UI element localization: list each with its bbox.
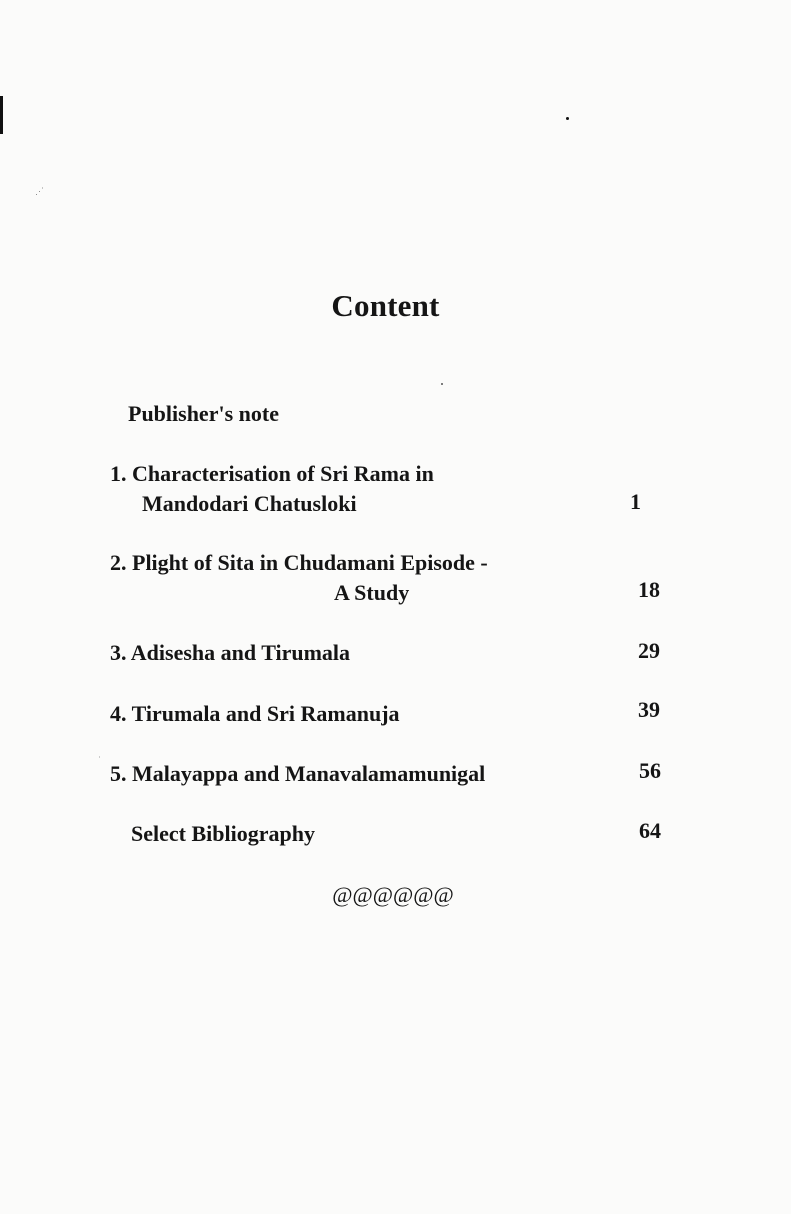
toc-entry-bibliography: Select Bibliography: [131, 821, 315, 846]
toc-entry-3-page: 29: [638, 638, 660, 663]
scan-speck: ⋰: [35, 186, 44, 196]
toc-entry-1-title-continued: Mandodari Chatusloki: [142, 491, 357, 516]
toc-entry-1-page: 1: [630, 489, 641, 514]
scan-speck: ʿ: [98, 755, 101, 765]
toc-entry-bibliography-page: 64: [639, 818, 661, 843]
toc-entry-4-title: 4. Tirumala and Sri Ramanuja: [110, 701, 400, 726]
scan-speck: [441, 383, 443, 385]
closing-ornament: @@@@@@: [332, 882, 454, 907]
scan-speck: [566, 117, 569, 120]
toc-entry-2-title-continued: A Study: [334, 580, 410, 605]
toc-entry-1-title: 1. Characterisation of Sri Rama in: [110, 461, 434, 486]
toc-entry-5-page: 56: [639, 758, 661, 783]
scan-margin-mark: [0, 96, 3, 134]
toc-entry-4-page: 39: [638, 697, 660, 722]
toc-entry-2-page: 18: [638, 577, 660, 602]
page-title: Content: [331, 288, 440, 323]
toc-entry-publishers-note: Publisher's note: [128, 401, 279, 426]
toc-entry-3-title: 3. Adisesha and Tirumala: [110, 640, 351, 665]
toc-entry-2-title: 2. Plight of Sita in Chudamani Episode -: [110, 550, 488, 575]
toc-entry-5-title: 5. Malayappa and Manavalamamunigal: [110, 761, 486, 786]
